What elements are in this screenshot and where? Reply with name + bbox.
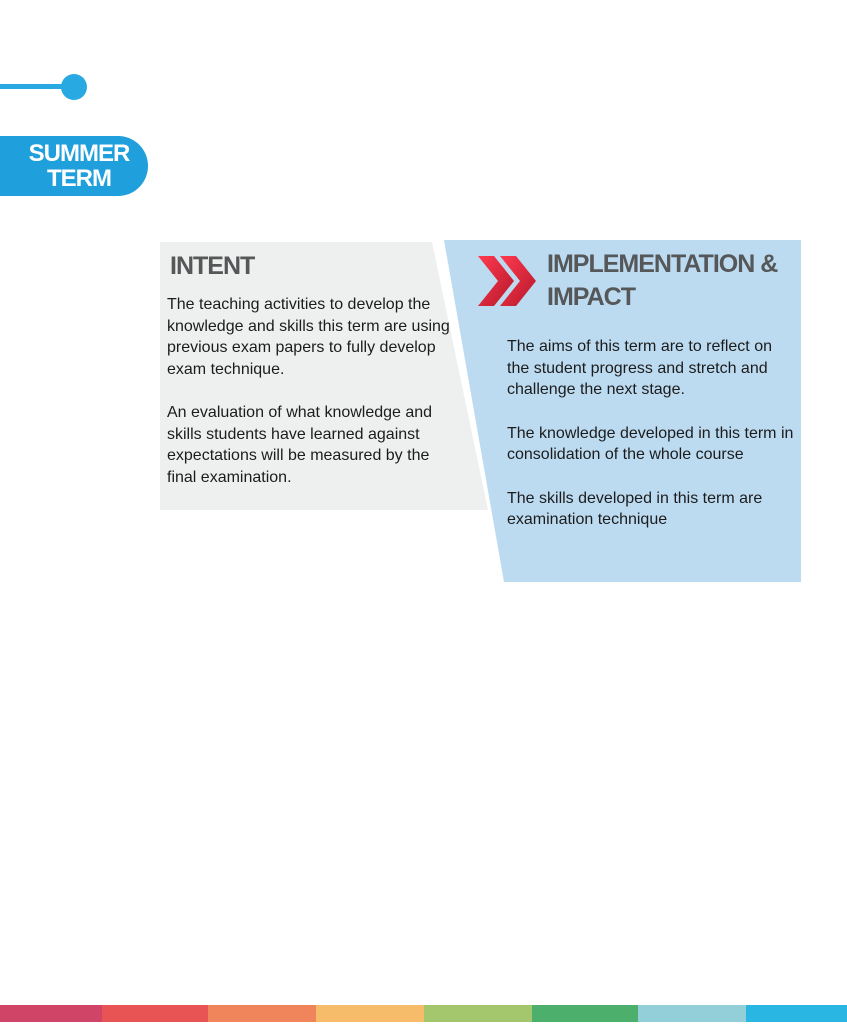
implementation-title: IMPLEMENTATION & IMPACT: [547, 250, 778, 311]
double-chevron-right-icon: [476, 252, 538, 310]
footer-color-bar: [0, 1005, 847, 1022]
footer-segment: [208, 1005, 316, 1022]
timeline-line: [0, 84, 70, 89]
footer-segment: [424, 1005, 532, 1022]
footer-segment: [0, 1005, 102, 1022]
footer-segment: [532, 1005, 638, 1022]
term-badge: [0, 136, 148, 196]
intent-body: [167, 294, 452, 510]
term-badge-line2: TERM: [47, 165, 111, 192]
implementation-body: [507, 336, 797, 553]
implementation-paragraph: The skills developed in this term are examination technique: [507, 489, 763, 528]
timeline-dot: [61, 74, 87, 100]
footer-segment: [102, 1005, 208, 1022]
implementation-paragraph: The knowledge developed in this term in consolidation of the whole course: [507, 424, 794, 463]
intent-paragraph: The teaching activities to develop the knowledge and skills this term are using previous exam papers to fully develop exam technique.: [167, 296, 450, 378]
term-badge-line1: SUMMER: [28, 140, 130, 167]
intent-paragraph: An evaluation of what knowledge and skills students have learned against expectations will be measured by the final examination.: [167, 404, 433, 486]
footer-segment: [638, 1005, 746, 1022]
footer-segment: [316, 1005, 424, 1022]
implementation-paragraph: The aims of this term are to reflect on the student progress and stretch and challenge the next stage.: [507, 338, 772, 398]
footer-segment: [746, 1005, 847, 1022]
intent-title: INTENT: [170, 252, 255, 280]
